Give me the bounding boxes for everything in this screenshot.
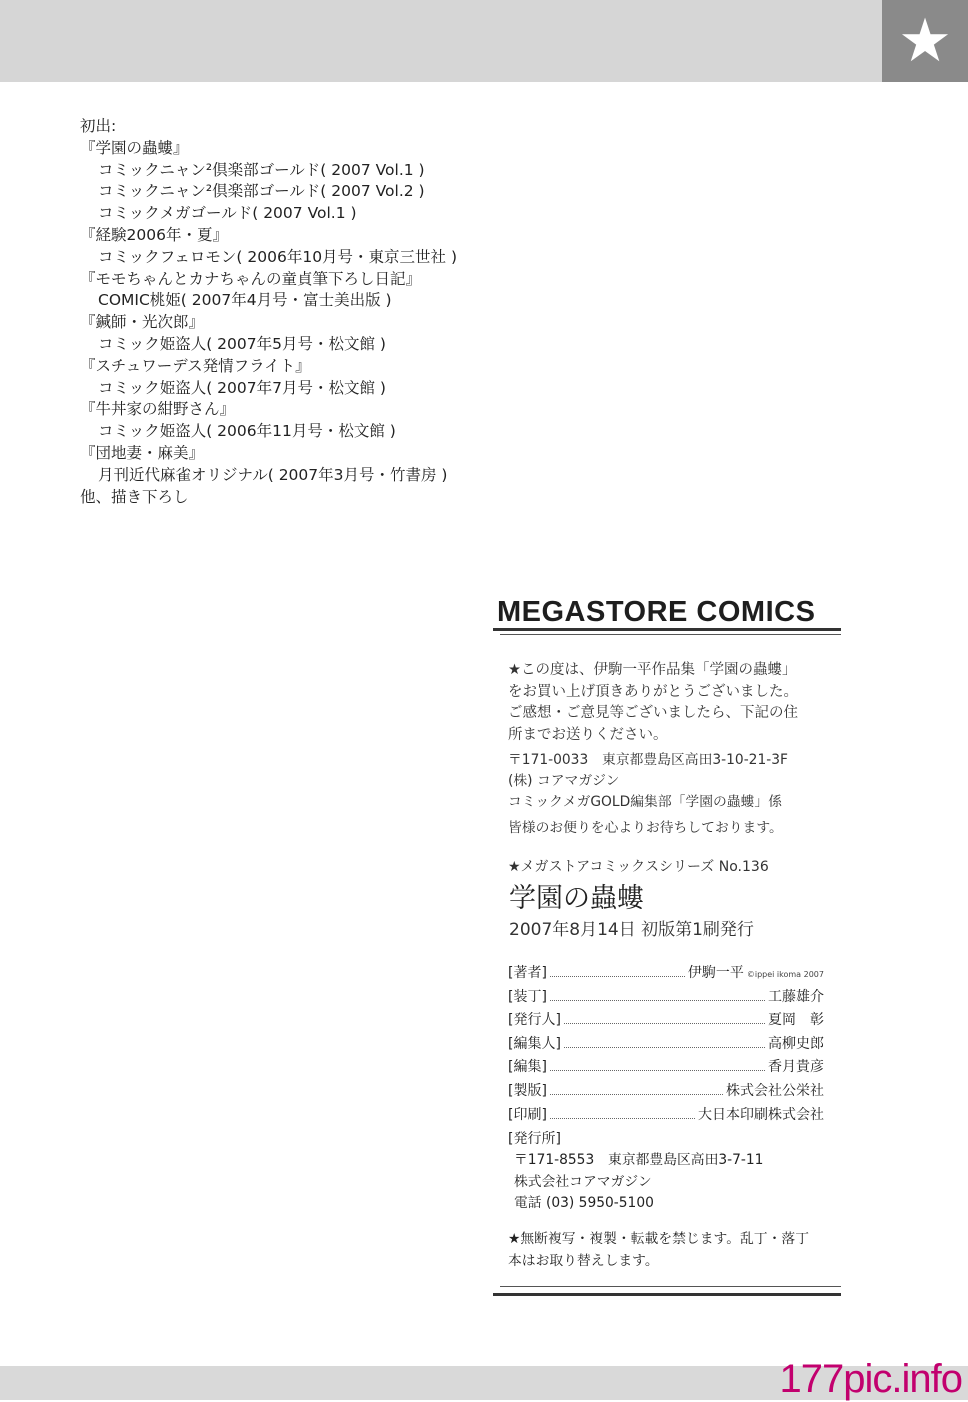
- book-title: 学園の蟲螻: [509, 883, 644, 914]
- leader-dots: [550, 1118, 695, 1119]
- credit-row: [508, 986, 824, 1010]
- copyright-note: ©ippei ikoma 2007: [746, 970, 824, 979]
- notice-line: ★無断複写・複製・転載を禁じます。乱丁・落丁: [508, 1231, 809, 1247]
- credit-row: [508, 1033, 824, 1057]
- divider: [500, 1286, 841, 1287]
- publisher-line: 株式会社コアマガジン: [514, 1173, 652, 1190]
- publisher-line: 電話 (03) 5950-5100: [514, 1195, 654, 1211]
- address-line: (株) コアマガジン: [508, 773, 620, 789]
- credit-row: [508, 1080, 824, 1104]
- top-band: [0, 0, 882, 82]
- copyright-notice: [508, 1228, 809, 1272]
- credit-row: [508, 962, 824, 986]
- leader-dots: [550, 976, 685, 977]
- publisher-heading: [発行所]: [508, 1131, 561, 1147]
- work-source: コミックフェロモン( 2006年10月号・東京三世社 ): [98, 247, 458, 266]
- origins-footer: 他、描き下ろし: [80, 487, 189, 506]
- work-source: コミックニャン²倶楽部ゴールド( 2007 Vol.2 ): [98, 182, 425, 201]
- publisher-line: 〒171-8553 東京都豊島区高田3-7-11: [514, 1152, 764, 1168]
- publication-date: 2007年8月14日 初版第1刷発行: [509, 920, 754, 940]
- divider: [500, 634, 841, 635]
- leader-dots: [550, 1000, 765, 1001]
- message-line: をお買い上げ頂きありがとうございました。: [508, 683, 798, 700]
- credit-row: [508, 1056, 824, 1080]
- work-source: COMIC桃姫( 2007年4月号・富士美出版 ): [98, 291, 392, 310]
- credit-value: 夏岡 彰: [768, 1012, 824, 1029]
- work-source: コミック姫盗人( 2007年5月号・松文館 ): [98, 334, 386, 353]
- reader-message: [508, 660, 798, 746]
- leader-dots: [550, 1094, 723, 1095]
- work-title: 『牛丼家の紺野さん』: [80, 400, 236, 419]
- series-number: ★メガストアコミックスシリーズ No.136: [508, 859, 769, 875]
- work-source: コミック姫盗人( 2006年11月号・松文館 ): [98, 422, 396, 441]
- leader-dots: [564, 1023, 765, 1024]
- work-title: 『学園の蟲螻』: [80, 138, 189, 157]
- credit-value: 伊駒一平: [687, 965, 744, 981]
- message-line: 所までお送りください。: [508, 726, 668, 743]
- credit-label: [製版]: [508, 1082, 547, 1099]
- address-line: コミックメガGOLD編集部「学園の蟲螻」係: [508, 794, 782, 810]
- leader-dots: [550, 1070, 765, 1071]
- credit-label: [発行人]: [508, 1012, 561, 1029]
- credit-label: [著者]: [508, 965, 547, 981]
- divider: [493, 628, 841, 631]
- star-icon: ★: [882, 0, 968, 82]
- credit-value: 香月貴彦: [768, 1059, 824, 1076]
- credit-label: [編集人]: [508, 1035, 561, 1052]
- origins-heading: 初出:: [80, 117, 117, 135]
- credit-label: [編集]: [508, 1059, 547, 1076]
- credits-list: [508, 962, 824, 1127]
- divider: [493, 1293, 841, 1296]
- work-title: 『団地妻・麻美』: [80, 443, 205, 462]
- credit-row: [508, 1104, 824, 1128]
- notice-line: 本はお取り替えします。: [508, 1253, 659, 1269]
- publisher-info: [514, 1150, 763, 1215]
- credit-label: [装丁]: [508, 988, 547, 1005]
- first-appearance-list: [80, 116, 457, 508]
- work-title: 『経験2006年・夏』: [80, 225, 228, 244]
- work-title: 『モモちゃんとカナちゃんの童貞筆下ろし日記』: [80, 269, 422, 288]
- credit-row: [508, 1009, 824, 1033]
- work-source: コミック姫盗人( 2007年7月号・松文館 ): [98, 378, 386, 397]
- credit-value: 工藤雄介: [768, 988, 824, 1005]
- credit-value: 株式会社公栄社: [726, 1082, 824, 1099]
- address-line: 〒171-0033 東京都豊島区高田3-10-21-3F: [508, 752, 788, 768]
- work-title: 『スチュワーデス発情フライト』: [80, 356, 311, 375]
- brand-logo: MEGASTORE COMICS: [497, 596, 816, 628]
- work-source: コミックニャン²倶楽部ゴールド( 2007 Vol.1 ): [98, 160, 425, 179]
- mail-address: [508, 750, 788, 813]
- work-title: 『鍼師・光次郎』: [80, 313, 205, 332]
- credit-label: [印刷]: [508, 1106, 547, 1123]
- credit-value: 大日本印刷株式会社: [698, 1106, 824, 1123]
- leader-dots: [564, 1047, 765, 1048]
- message-line: ★この度は、伊駒一平作品集「学園の蟲螻」: [508, 662, 797, 678]
- work-source: 月刊近代麻雀オリジナル( 2007年3月号・竹書房 ): [98, 465, 448, 484]
- closing-line: 皆様のお便りを心よりお待ちしております。: [508, 820, 783, 836]
- credit-value: 高柳史郎: [768, 1035, 824, 1052]
- watermark: 177pic.info: [779, 1357, 962, 1401]
- message-line: ご感想・ご意見等ございましたら、下記の住: [508, 705, 798, 721]
- work-source: コミックメガゴールド( 2007 Vol.1 ): [98, 204, 357, 223]
